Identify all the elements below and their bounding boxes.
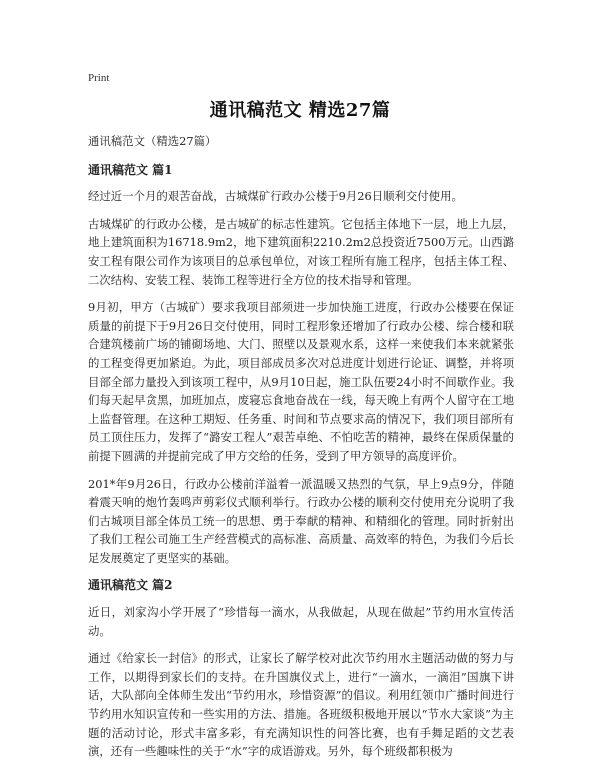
print-link[interactable]: Print	[88, 72, 110, 84]
section-1	[88, 161, 514, 568]
paragraph: 201*年9月26日，行政办公楼前洋溢着一派温暖又热烈的气氛，早上9点9分，伴随着震天响的炮竹轰鸣声剪彩仪式顺利举行。行政办公楼的顺利交付使用充分说明了我们古城项目部全体员工统一的思想、勇于奉献的精神、和精细化的管理。同时折射出了我们工程公司施工生产经营模式的高标准、高质量、高效率的特色，为我们今后长足发展奠定了更坚实的基础。	[88, 476, 514, 565]
article-body	[88, 132, 514, 770]
paragraph: 近日，刘家沟小学开展了“珍惜每一滴水，从我做起，从现在做起”节约用水宣传活动。	[88, 605, 514, 638]
section-2	[88, 576, 514, 760]
section-heading: 通讯稿范文 篇1	[88, 162, 173, 177]
paragraph: 经过近一个月的艰苦奋战，古城煤矿行政办公楼于9月26日顺利交付使用。	[88, 189, 463, 204]
paragraph: 古城煤矿的行政办公楼，是古城矿的标志性建筑。它包括主体地下一层，地上九层，地上建筑面积为16718.9m2，地下建筑面积2210.2m2总投资近7500万元。山西潞安工程有限公司作为该项目的总承包单位，对该工程所有施工程序，包括主体工程、二次结构、安装工程、装饰工程等进行全方位的技术指导和管理。	[88, 216, 514, 287]
page-title: 通讯稿范文 精选27篇	[209, 100, 391, 121]
paragraph: 通过《给家长一封信》的形式，让家长了解学校对此次节约用水主题活动做的努力与工作，以期得到家长们的支持。在升国旗仪式上，进行“一滴水，一滴泪”国旗下讲话，大队部向全体师生发出“节约用水，珍惜资源”的倡议。利用红领巾广播时间进行节约用水知识宣传和一些实用的方法、措施。各班级积极地开展以“节水大家谈”为主题的活动讨论，形式丰富多彩，有充满知识性的问答比赛，也有手舞足蹈的文艺表演，还有一些趣味性的关于“水”字的成语游戏。另外，每个班级都积极为	[88, 651, 514, 759]
article-subtitle: 通讯稿范文（精选27篇）	[88, 134, 217, 148]
section-heading: 通讯稿范文 篇2	[88, 578, 173, 593]
paragraph: 9月初，甲方（古城矿）要求我项目部须进一步加快施工进度，行政办公楼要在保证质量的前提下于9月26日交付使用，同时工程形象还增加了行政办公楼、综合楼和联合建筑楼前广场的铺砌场地、大门、照壁以及景观水系，这样一来使我们本来就紧张的工程变得更加紧迫。为此，项目部成员多次对总进度计划进行论证、调整，并将项目部全部力量投入到该项工程中，从9月10日起，施工队伍要24小时不间歇作业。我们每天起早贪黑，加班加点，废寝忘食地奋战在一线，每天晚上有两个人留守在工地上监督管理。在这种工期短、任务重、时间和节点要求高的情况下，我们项目部所有员工顶住压力，发挥了“潞安工程人”艰苦卓绝、不怕吃苦的精神，最终在保质保量的前提下圆满的并提前完成了甲方交给的任务，受到了甲方领导的高度评价。	[88, 300, 514, 463]
